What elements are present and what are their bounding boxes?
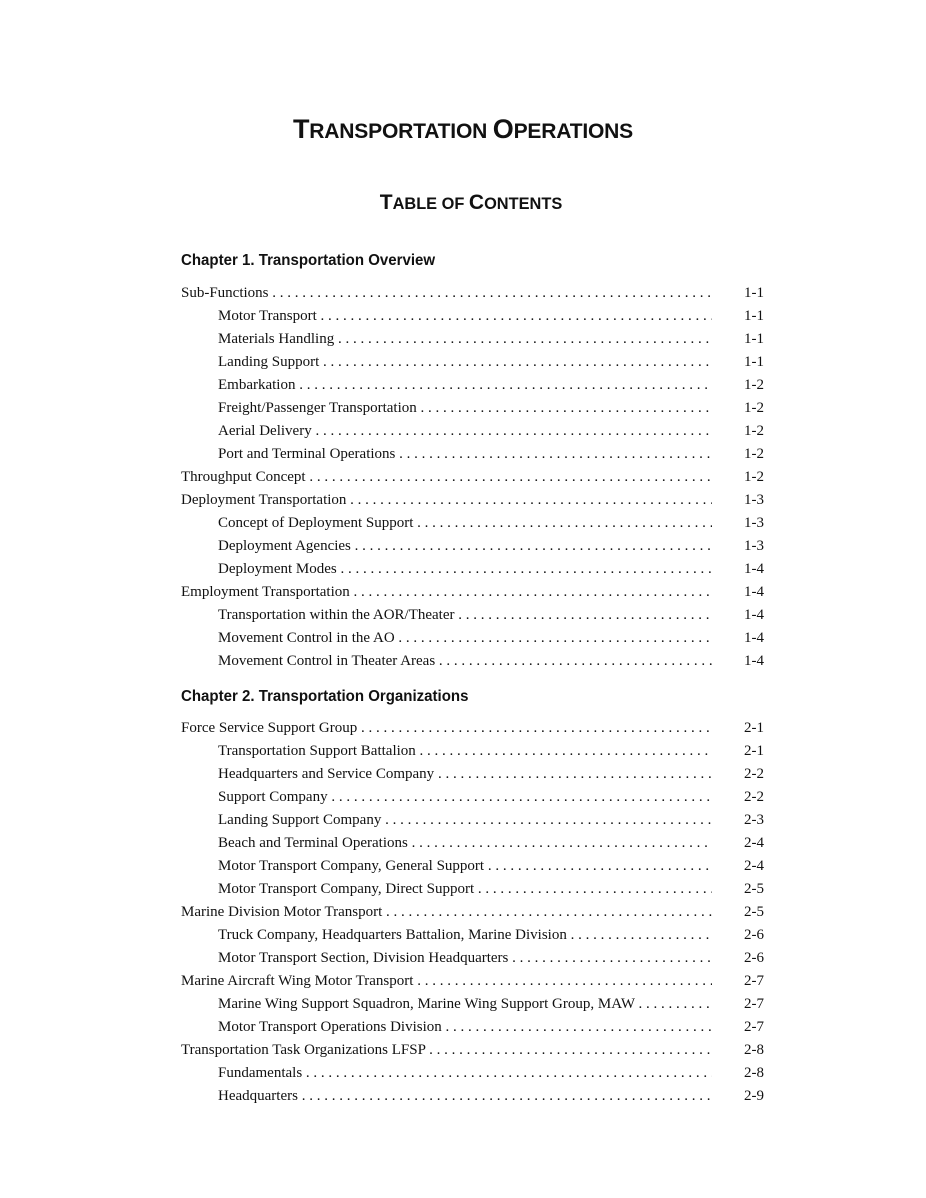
toc-entry[interactable] [0, 443, 926, 466]
toc-entry[interactable] [0, 581, 926, 604]
toc-entry-label: Beach and Terminal Operations . . . [218, 832, 712, 855]
toc-page-number: 1-2 [744, 377, 764, 393]
toc-page-number: 1-4 [744, 653, 764, 669]
toc-page-number: 2-3 [744, 812, 764, 828]
toc-page-number: 1-2 [744, 400, 764, 416]
toc-page-number: 1-1 [744, 331, 764, 347]
toc-entry[interactable] [0, 351, 926, 374]
toc-entry-label: Marine Division Motor Transport . . . [181, 901, 712, 924]
toc-entry[interactable] [0, 374, 926, 397]
toc-page-number: 2-5 [744, 904, 764, 920]
toc-entry-label: Deployment Transportation . . . [181, 489, 712, 512]
toc-page-number: 2-4 [744, 858, 764, 874]
toc-entry[interactable] [0, 1039, 926, 1062]
toc-page-number: 1-3 [744, 492, 764, 508]
toc-entry[interactable] [0, 535, 926, 558]
toc-entry-label: Movement Control in the AO . . . [218, 627, 712, 650]
toc-entry[interactable] [0, 740, 926, 763]
chapter-2-heading: Chapter 2. Transportation Organizations [181, 688, 469, 705]
toc-page-number: 2-1 [744, 743, 764, 759]
toc-page-number: 2-2 [744, 766, 764, 782]
toc-page-number: 2-9 [744, 1088, 764, 1104]
toc-entry[interactable] [0, 1085, 926, 1108]
toc-page-number: 2-8 [744, 1042, 764, 1058]
toc-page-number: 1-4 [744, 584, 764, 600]
toc-page-number: 2-7 [744, 1019, 764, 1035]
toc-entry[interactable] [0, 763, 926, 786]
toc-entry-label: Movement Control in Theater Areas . . . [218, 650, 712, 673]
toc-entry-label: Motor Transport Operations Division . . . [218, 1016, 712, 1039]
toc-entry[interactable] [0, 512, 926, 535]
toc-entry-label: Transportation Support Battalion . . . [218, 740, 712, 763]
toc-entry[interactable] [0, 993, 926, 1016]
toc-page-number: 1-4 [744, 561, 764, 577]
toc-entry-label: Transportation within the AOR/Theater . . . [218, 604, 712, 627]
toc-entry[interactable] [0, 650, 926, 673]
toc-page-number: 1-2 [744, 446, 764, 462]
toc-entry[interactable] [0, 901, 926, 924]
toc-entry[interactable] [0, 1016, 926, 1039]
toc-page-number: 2-5 [744, 881, 764, 897]
toc-entry-label: Embarkation . . . [218, 374, 712, 397]
toc-entry[interactable] [0, 832, 926, 855]
toc-page-number: 2-1 [744, 720, 764, 736]
toc-entry-label: Landing Support Company . . . [218, 809, 712, 832]
toc-page-number: 1-1 [744, 308, 764, 324]
toc-entry[interactable] [0, 305, 926, 328]
toc-entry[interactable] [0, 878, 926, 901]
toc-entry-label: Headquarters and Service Company . . . [218, 763, 712, 786]
toc-entry-label: Deployment Modes . . . [218, 558, 712, 581]
toc-entry[interactable] [0, 924, 926, 947]
toc-entry-label: Landing Support . . . [218, 351, 712, 374]
toc-page-number: 1-4 [744, 630, 764, 646]
toc-entry[interactable] [0, 328, 926, 351]
toc-entry-label: Support Company . . . [218, 786, 712, 809]
toc-entry[interactable] [0, 466, 926, 489]
toc-page-number: 1-2 [744, 423, 764, 439]
toc-entry[interactable] [0, 627, 926, 650]
toc-entry[interactable] [0, 855, 926, 878]
toc-entry-label: Headquarters . . . [218, 1085, 712, 1108]
toc-page-number: 1-3 [744, 515, 764, 531]
toc-entry[interactable] [0, 282, 926, 305]
toc-entry-label: Employment Transportation . . . [181, 581, 712, 604]
toc-entry-label: Sub-Functions . . . [181, 282, 712, 305]
toc-entry[interactable] [0, 1062, 926, 1085]
toc-entry-label: Freight/Passenger Transportation . . . [218, 397, 712, 420]
toc-entry[interactable] [0, 489, 926, 512]
toc-entry[interactable] [0, 604, 926, 627]
toc-entry-label: Truck Company, Headquarters Battalion, Marine Division . . . [218, 924, 712, 947]
toc-page-number: 2-7 [744, 996, 764, 1012]
toc-page-number: 2-6 [744, 927, 764, 943]
toc-page-number: 2-7 [744, 973, 764, 989]
toc-page-number: 2-4 [744, 835, 764, 851]
toc-page-number: 1-2 [744, 469, 764, 485]
toc-page-number: 2-8 [744, 1065, 764, 1081]
toc-entry-label: Force Service Support Group . . . [181, 717, 712, 740]
toc-entry[interactable] [0, 397, 926, 420]
document-title: TRANSPORTATION OPERATIONS [292, 114, 634, 144]
toc-entry-label: Fundamentals . . . [218, 1062, 712, 1085]
toc-entry-label: Motor Transport Company, General Support . . . [218, 855, 712, 878]
toc-entry-label: Aerial Delivery . . . [218, 420, 712, 443]
chapter-1-heading: Chapter 1. Transportation Overview [181, 252, 436, 269]
toc-entry-label: Deployment Agencies . . . [218, 535, 712, 558]
toc-entry[interactable] [0, 970, 926, 993]
toc-page-number: 1-1 [744, 354, 764, 370]
toc-entry-label: Motor Transport . . . [218, 305, 712, 328]
toc-entry[interactable] [0, 786, 926, 809]
toc-page-number: 1-4 [744, 607, 764, 623]
toc-entry[interactable] [0, 809, 926, 832]
toc-entry-label: Concept of Deployment Support . . . [218, 512, 712, 535]
toc-page-number: 2-6 [744, 950, 764, 966]
toc-entry[interactable] [0, 558, 926, 581]
toc-entry-label: Marine Aircraft Wing Motor Transport . . . [181, 970, 712, 993]
toc-entry-label: Throughput Concept . . . [181, 466, 712, 489]
toc-page-number: 1-1 [744, 285, 764, 301]
toc-entry-label: Motor Transport Company, Direct Support . . . [218, 878, 712, 901]
toc-heading: TABLE OF CONTENTS [379, 191, 563, 214]
toc-entry[interactable] [0, 420, 926, 443]
toc-entry-label: Marine Wing Support Squadron, Marine Wing Support Group, MAW . . . [218, 993, 712, 1016]
toc-entry[interactable] [0, 717, 926, 740]
toc-entry-label: Port and Terminal Operations . . . [218, 443, 712, 466]
toc-page-number: 2-2 [744, 789, 764, 805]
toc-page-number: 1-3 [744, 538, 764, 554]
toc-entry-label: Motor Transport Section, Division Headquarters . . . [218, 947, 712, 970]
toc-entry-label: Transportation Task Organizations LFSP . . . [181, 1039, 712, 1062]
toc-entry-label: Materials Handling . . . [218, 328, 712, 351]
toc-entry[interactable] [0, 947, 926, 970]
